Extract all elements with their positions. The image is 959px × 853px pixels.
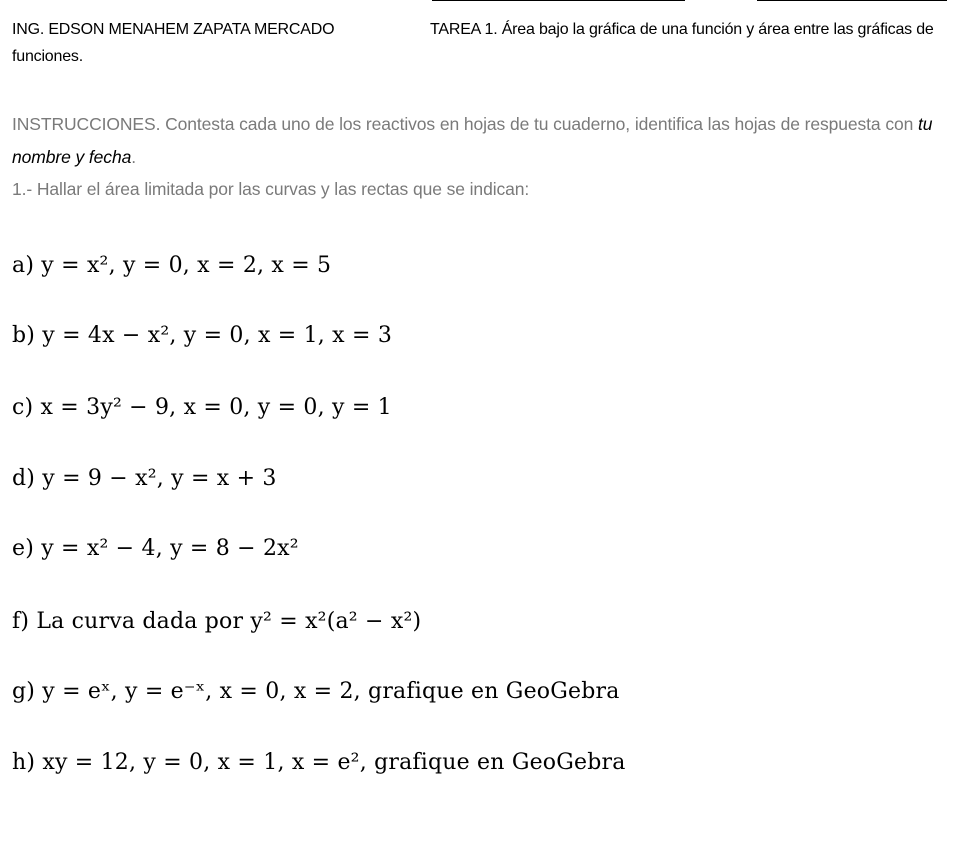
exercise-item-b: b) y = 4x − x², y = 0, x = 1, x = 3 [12,323,393,348]
exercise-item-g: g) y = eˣ, y = e⁻ˣ, x = 0, x = 2, grafique en GeoGebra [12,679,620,704]
instructions-paragraph [12,108,952,174]
exercise-item-f: f) La curva dada por y² = x²(a² − x²) [12,609,422,634]
instructions-emphasis: tu nombre y fecha [12,114,933,167]
exercise-item-a: a) y = x², y = 0, x = 2, x = 5 [12,253,332,278]
top-rule-left [432,0,685,1]
exercise-item-e: e) y = x² − 4, y = 8 − 2x² [12,536,299,561]
instructions-text: INSTRUCCIONES. Contesta cada uno de los reactivos en hojas de tu cuaderno, identifica las hojas de respuesta con [12,114,919,134]
exercise-item-c: c) x = 3y² − 9, x = 0, y = 0, y = 1 [12,395,392,420]
instructions-end: . [131,147,136,167]
assignment-title: TAREA 1. Área bajo la gráfica de una función y área entre las gráficas de funciones. [12,21,934,66]
problem-statement: 1.- Hallar el área limitada por las curvas y las rectas que se indican: [12,179,530,199]
top-rule-right [757,0,947,1]
exercise-item-d: d) y = 9 − x², y = x + 3 [12,466,277,491]
exercise-item-h: h) xy = 12, y = 0, x = 1, x = e², grafique en GeoGebra [12,750,626,775]
teacher-name: ING. EDSON MENAHEM ZAPATA MERCADO [12,21,335,38]
document-header [12,16,947,70]
